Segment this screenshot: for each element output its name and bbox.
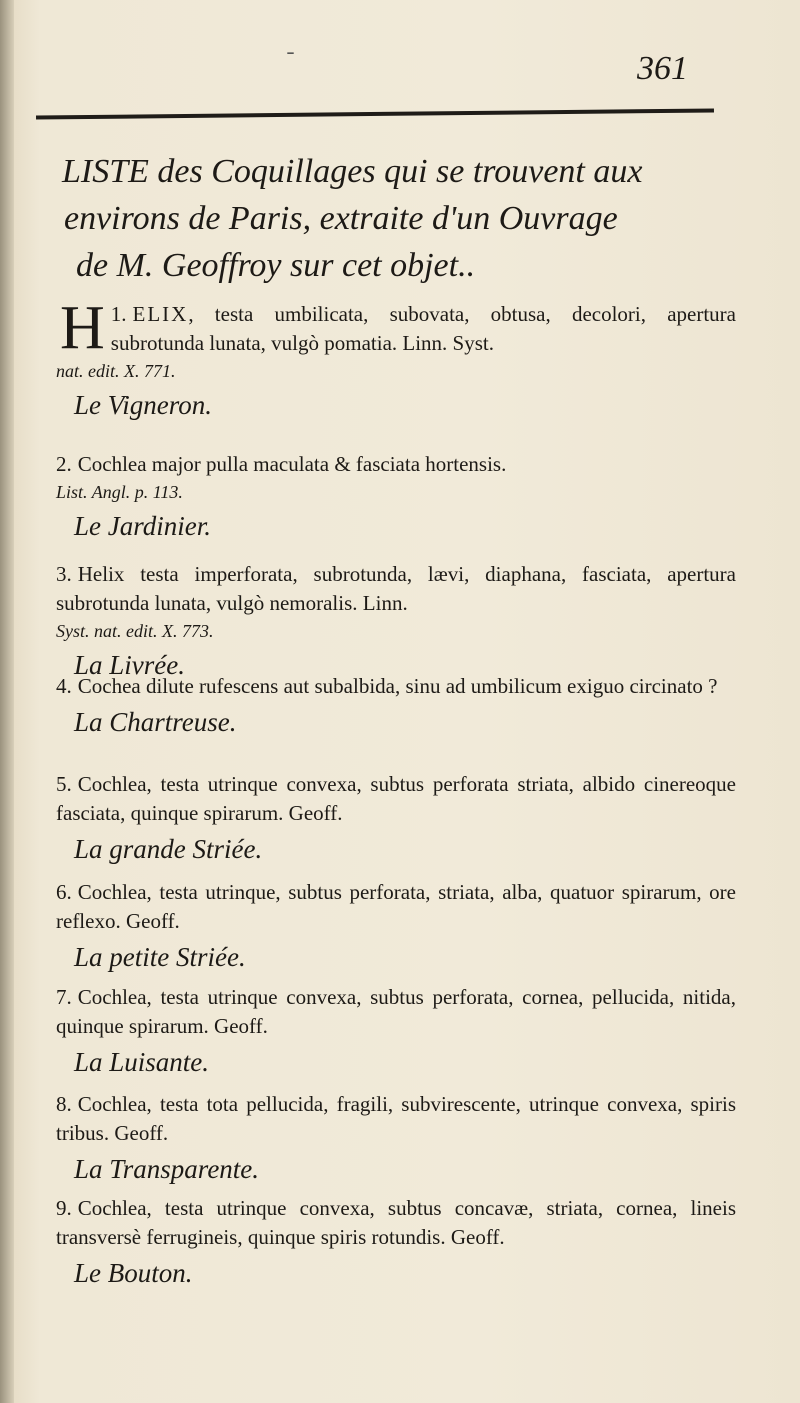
entry-description: Cochlea, testa utrinque convexa, subtus perforata striata, albido cinereoque fasciata, quinque spirarum. Geoff. (56, 772, 736, 825)
entry-french-name: La Luisante. (74, 1047, 210, 1077)
entry-description: Cochlea, testa utrinque, subtus perforata, striata, alba, quatuor spirarum, ore reflexo. Geoff. (56, 880, 736, 933)
title-line-2: environs de Paris, extraite d'un Ouvrage (64, 200, 618, 237)
entry-reference: List. Angl. p. 113. (56, 482, 183, 502)
entry-number: 1. (110, 302, 127, 326)
entry-description: Cochlea, testa utrinque convexa, subtus perforata, cornea, pellucida, nitida, quinque spirarum. Geoff. (56, 985, 736, 1038)
entry-number: 7. (56, 985, 72, 1009)
page-gutter (0, 0, 14, 1403)
page-number: 361 (637, 50, 688, 87)
entry-french-name: La Livrée. (74, 650, 185, 680)
entry-reference: Syst. nat. edit. X. 773. (56, 621, 214, 641)
entry-number: 9. (56, 1196, 72, 1220)
title-line-3: de M. Geoffroy sur cet objet.. (76, 247, 476, 284)
entry-description: Cochea dilute rufescens aut subalbida, sinu ad umbilicum exiguo circinato ? (77, 674, 718, 698)
entry-reference: nat. edit. X. 771. (56, 361, 176, 381)
entry-text (56, 1090, 736, 1148)
entry-7 (56, 983, 736, 1079)
drop-cap: H (60, 294, 105, 362)
entry-number: 8. (56, 1092, 72, 1116)
entry-description: Helix testa imperforata, subrotunda, lævi, diaphana, fasciata, apertura subrotunda lunata, vulgò nemoralis. Linn. (56, 562, 736, 615)
entry-text (56, 450, 736, 479)
entry-9 (56, 1194, 736, 1290)
entry-1 (56, 294, 736, 422)
entry-text (56, 294, 736, 362)
entry-french-name: Le Bouton. (74, 1258, 193, 1288)
page-title (62, 148, 742, 289)
header-rule (36, 108, 714, 119)
entry-text (56, 672, 736, 701)
entry-lead: ELIX (132, 302, 189, 326)
title-line-1: LISTE des Coquillages qui se trouvent aux (62, 153, 643, 190)
entry-french-name: La petite Striée. (74, 942, 246, 972)
entry-french-name: Le Jardinier. (74, 511, 211, 541)
entry-description: Cochlea, testa utrinque convexa, subtus concavæ, striata, cornea, lineis transversè ferrugineis, quinque spiris rotundis. Geoff. (56, 1196, 736, 1249)
entry-number: 4. (56, 674, 72, 698)
entry-number: 6. (56, 880, 72, 904)
entry-text (56, 1194, 736, 1252)
entry-8 (56, 1090, 736, 1186)
entry-text (56, 770, 736, 828)
entry-5 (56, 770, 736, 866)
entry-description: Cochlea, testa tota pellucida, fragili, subvirescente, utrinque convexa, spiris tribus. Geoff. (56, 1092, 736, 1145)
entry-3 (56, 560, 736, 682)
entry-description: Cochlea major pulla maculata & fasciata hortensis. (77, 452, 507, 476)
entry-number: 3. (56, 562, 72, 586)
entry-french-name: La Chartreuse. (74, 707, 237, 737)
entry-4 (56, 672, 736, 739)
entry-description: , testa umbilicata, subovata, obtusa, decolori, apertura subrotunda lunata, vulgò pomatia. Linn. Syst. (110, 302, 736, 355)
header-mark: ˉ (285, 50, 296, 75)
entry-6 (56, 878, 736, 974)
entry-french-name: La Transparente. (74, 1154, 260, 1184)
entry-number: 5. (56, 772, 72, 796)
entry-2 (56, 450, 736, 543)
entry-text (56, 560, 736, 618)
entry-text (56, 983, 736, 1041)
entry-number: 2. (56, 452, 72, 476)
entry-french-name: Le Vigneron. (74, 390, 212, 420)
entry-text (56, 878, 736, 936)
entry-french-name: La grande Striée. (74, 834, 263, 864)
